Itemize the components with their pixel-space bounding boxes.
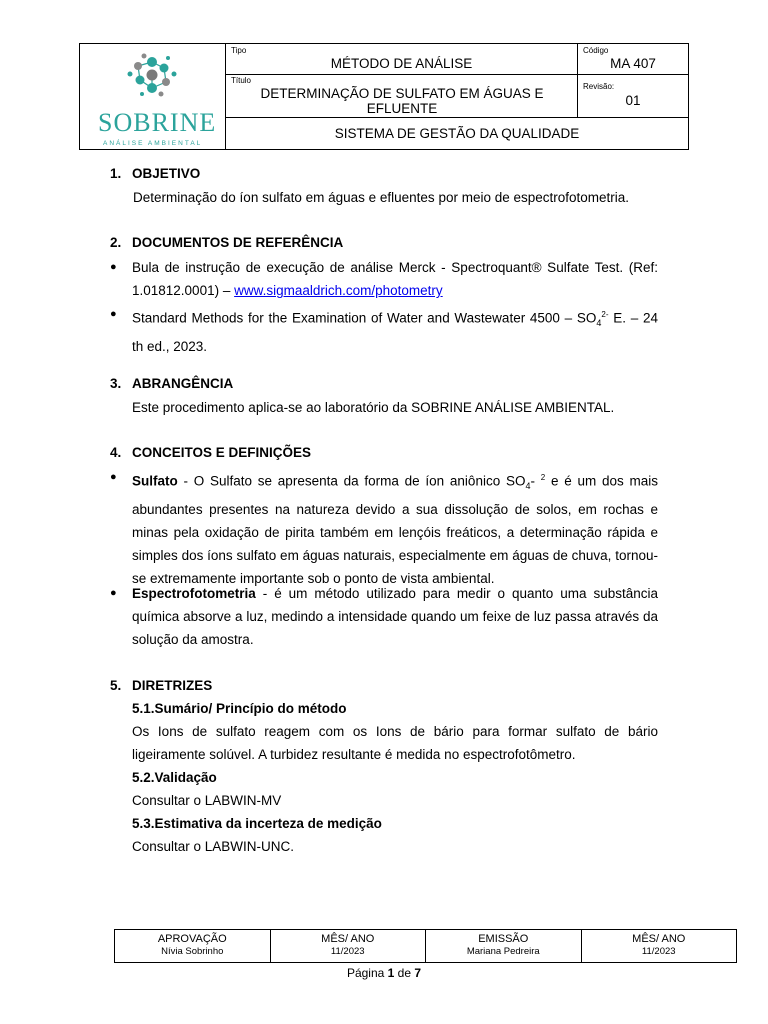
approval-label: APROVAÇÃO xyxy=(157,933,227,945)
approval-footer xyxy=(114,929,737,963)
approver-name: Nívia Sobrinho xyxy=(161,946,224,957)
section-diretrizes-title: 5. DIRETRIZES xyxy=(110,678,213,693)
document-header xyxy=(79,43,689,150)
bullet-icon: ● xyxy=(110,308,117,320)
reference-item-merck: Bula de instrução de execução de análise Merck - Spectroquant® Sulfate Test. (Ref: 1.01812.0001) – www.sigmaaldrich.com/photometry xyxy=(132,260,658,298)
definition-sulfato: Sulfato - O Sulfato se apresenta da forma de íon aniônico $SO_4-$ $^2$ e é um dos mais abundantes presentes na natureza devido a sua dissolução de solos, em rochas e minas pela oxidação de pirita também em lençóis freáticos, a determinação rápida e simples dos íons sulfato em águas naturais, especialmente em águas de chuva, tornou-se extremamente importante sob o ponto de vista ambiental. xyxy=(132,473,658,587)
subsection-validacao-text: Consultar o LABWIN-MV xyxy=(132,793,282,808)
subsection-principio-title: 5.1.Sumário/ Princípio do método xyxy=(132,701,347,716)
page-number: Página 1 de 7 xyxy=(346,966,422,980)
approval-cell xyxy=(115,930,271,962)
month-year-label: MÊS/ ANO xyxy=(321,933,375,945)
tipo-label: Tipo xyxy=(231,46,247,55)
emission-cell xyxy=(426,930,582,962)
codigo-label: Código xyxy=(583,46,609,55)
revisao-label: Revisão: xyxy=(583,82,615,91)
approval-date-cell xyxy=(271,930,427,962)
tipo-cell xyxy=(226,44,578,75)
subsection-validacao-title: 5.2.Validação xyxy=(132,770,217,785)
titulo-value: DETERMINAÇÃO DE SULFATO EM ÁGUAS E EFLUENTE xyxy=(260,86,544,116)
bullet-icon: ● xyxy=(110,587,117,599)
photometry-link[interactable]: www.sigmaaldrich.com/photometry xyxy=(234,283,443,298)
section-objetivo-text: Determinação do íon sulfato em águas e efluentes por meio de espectrofotometria. xyxy=(133,190,630,205)
titulo-label: Título xyxy=(231,76,252,85)
bullet-icon: ● xyxy=(110,471,117,483)
revisao-value: 01 xyxy=(625,93,641,108)
definition-espectrofotometria: Espectrofotometria - é um método utilizado para medir o quanto uma substância química absorve a luz, medindo a intensidade quando um feixe de luz passa através da solução da amostra. xyxy=(132,586,658,647)
quality-system-title: SISTEMA DE GESTÃO DA QUALIDADE xyxy=(334,126,580,141)
codigo-value: MA 407 xyxy=(610,56,656,71)
section-conceitos-title: 4. CONCEITOS E DEFINIÇÕES xyxy=(110,445,312,460)
company-logo xyxy=(80,44,226,150)
bullet-icon: ● xyxy=(110,261,117,273)
section-abrangencia-title: 3. ABRANGÊNCIA xyxy=(110,376,234,391)
section-abrangencia-text: Este procedimento aplica-se ao laboratório da SOBRINE ANÁLISE AMBIENTAL. xyxy=(132,400,615,415)
titulo-cell xyxy=(226,75,578,118)
approval-date: 11/2023 xyxy=(330,946,365,957)
emission-date-cell xyxy=(582,930,737,962)
subsection-incerteza-title: 5.3.Estimativa da incerteza de medição xyxy=(132,816,382,831)
emission-label: EMISSÃO xyxy=(478,933,529,945)
section-objetivo-title: 1. OBJETIVO xyxy=(110,166,201,181)
logo-subtitle: ANÁLISE AMBIENTAL xyxy=(103,140,203,147)
section-referencias-title: 2. DOCUMENTOS DE REFERÊNCIA xyxy=(110,235,344,250)
subsection-principio-text: Os Ions de sulfato reagem com os Ions de bário para formar sulfato de bário ligeiramente solúvel. A turbidez resultante é medida no espectrofotômetro. xyxy=(132,724,658,762)
molecule-logo-icon xyxy=(80,44,225,114)
codigo-cell xyxy=(578,44,688,75)
subsection-incerteza-text: Consultar o LABWIN-UNC. xyxy=(132,839,295,854)
emission-date: 11/2023 xyxy=(641,946,676,957)
emitter-name: Mariana Pedreira xyxy=(466,946,540,957)
month-year-label: MÊS/ ANO xyxy=(632,933,686,945)
revisao-cell xyxy=(578,75,688,118)
logo-wordmark: SOBRINE xyxy=(98,108,217,137)
reference-item-standard-methods: Standard Methods for the Examination of Water and Wastewater $4500 - SO_4^{2-}$ E. – 24 th ed., 2023. xyxy=(132,310,658,355)
tipo-value: MÉTODO DE ANÁLISE xyxy=(330,56,473,71)
system-cell xyxy=(226,118,688,149)
